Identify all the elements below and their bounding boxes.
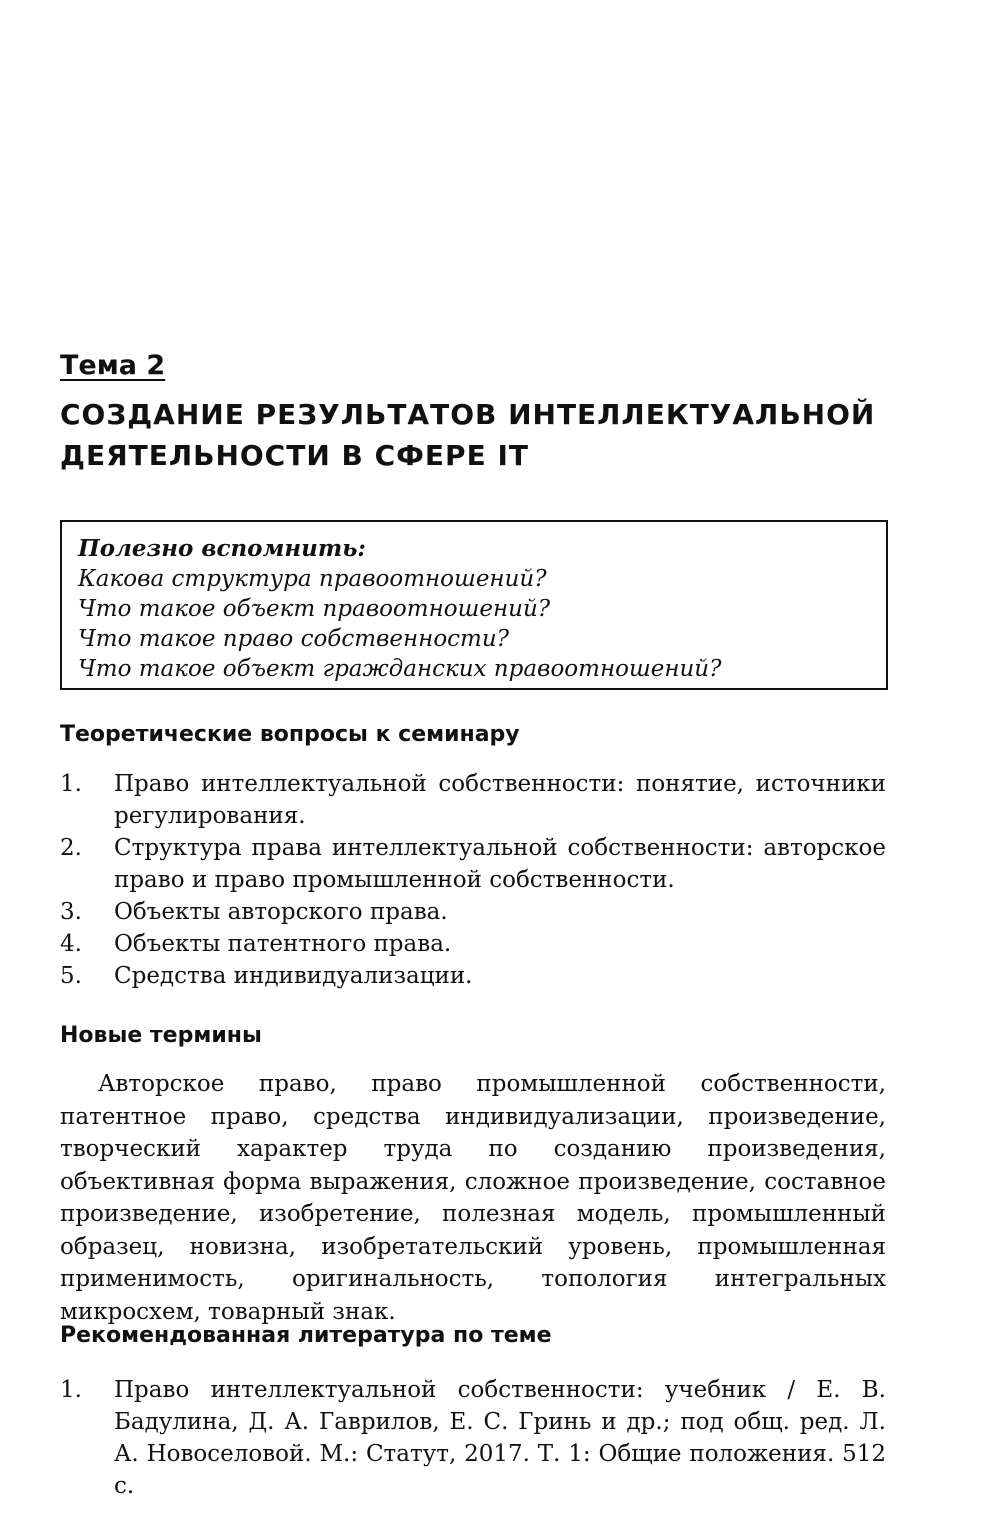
list-item — [60, 832, 886, 896]
topic-label: Тема 2 — [60, 350, 166, 381]
list-item-number: 3. — [60, 899, 82, 925]
list-item-text: Объекты авторского права. — [114, 899, 448, 925]
chapter-title — [60, 394, 940, 476]
chapter-title-line-1: СОЗДАНИЕ РЕЗУЛЬТАТОВ ИНТЕЛЛЕКТУАЛЬНОЙ — [60, 398, 876, 431]
list-item-number: 5. — [60, 963, 82, 989]
list-item-number: 1. — [60, 1377, 82, 1403]
list-item-number: 1. — [60, 771, 82, 797]
literature-list — [60, 1374, 886, 1502]
recall-question: Что такое объект гражданских правоотношений? — [78, 656, 722, 682]
terms-section-heading: Новые термины — [60, 1023, 262, 1048]
list-item — [60, 896, 886, 928]
list-item-number: 2. — [60, 835, 82, 861]
list-item-text: Структура права интеллектуальной собственности: авторское право и право промышленной собственности. — [114, 835, 886, 893]
list-item — [60, 928, 886, 960]
recall-question: Какова структура правоотношений? — [78, 566, 547, 592]
terms-paragraph: Авторское право, право промышленной собственности, патентное право, средства индивидуализации, произведение, творческий характер труда по созданию произведения, объективная форма выражения, сложное произведение, составное произведение, изобретение, полезная модель, промышленный образец, новизна, изобретательский уровень, промышленная применимость, оригинальность, топология интегральных микросхем, товарный знак. — [60, 1071, 886, 1325]
list-item-text: Право интеллектуальной собственности: понятие, источники регулирования. — [114, 771, 886, 829]
list-item — [60, 960, 886, 992]
literature-section-heading: Рекомендованная литература по теме — [60, 1323, 552, 1348]
recall-question: Что такое право собственности? — [78, 626, 510, 652]
theory-section-heading: Теоретические вопросы к семинару — [60, 722, 520, 747]
list-item — [60, 768, 886, 832]
list-item — [60, 1374, 886, 1502]
recall-box — [60, 520, 888, 690]
recall-box-heading: Полезно вспомнить: — [78, 535, 366, 562]
chapter-title-line-2: ДЕЯТЕЛЬНОСТИ В СФЕРЕ IT — [60, 439, 529, 472]
list-item-text: Право интеллектуальной собственности: учебник / Е. В. Бадулина, Д. А. Гаврилов, Е. С. Гринь и др.; под общ. ред. Л. А. Новоселовой. М.: Статут, 2017. Т. 1: Общие положения. 512 с. — [114, 1377, 886, 1499]
list-item-number: 4. — [60, 931, 82, 957]
list-item-text: Объекты патентного права. — [114, 931, 452, 957]
theory-questions-list — [60, 768, 886, 992]
recall-question: Что такое объект правоотношений? — [78, 596, 551, 622]
list-item-text: Средства индивидуализации. — [114, 963, 473, 989]
